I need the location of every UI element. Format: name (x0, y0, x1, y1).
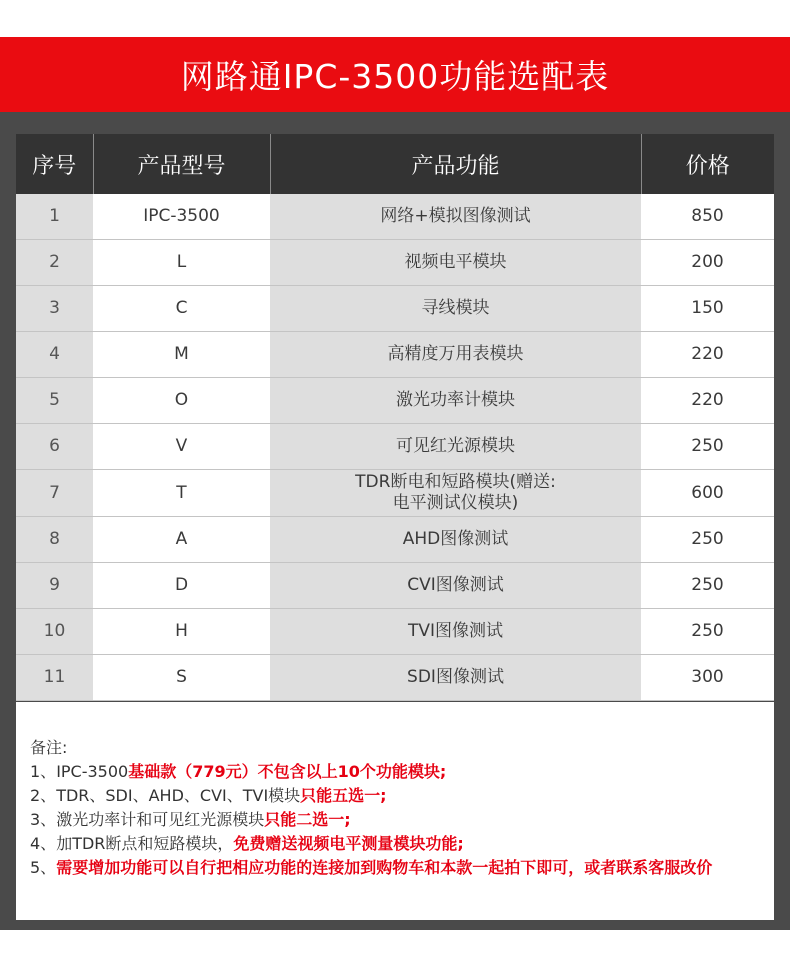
header-model: 产品型号 (93, 134, 270, 194)
header-price: 价格 (641, 134, 774, 194)
note-text (56, 808, 774, 832)
row-price: 250 (641, 609, 774, 655)
note-number: 2、 (30, 786, 57, 805)
note-text (56, 760, 774, 784)
row-function: 寻线模块 (270, 286, 641, 332)
row-price: 220 (641, 378, 774, 424)
row-price: 600 (641, 470, 774, 517)
row-function: 可见红光源模块 (270, 424, 641, 470)
table-row (16, 240, 774, 286)
notes-heading: 备注: (30, 738, 68, 757)
note-highlight: 只能五选一; (300, 786, 387, 805)
row-model: V (93, 424, 270, 470)
note-plain: IPC-3500 (56, 762, 129, 781)
row-price: 300 (641, 655, 774, 701)
table-row (16, 424, 774, 470)
row-no: 10 (16, 609, 93, 655)
table-row (16, 655, 774, 701)
note-plain: TDR、SDI、AHD、CVI、TVI模块 (56, 786, 301, 805)
table-row (16, 609, 774, 655)
header-function: 产品功能 (270, 134, 641, 194)
row-no: 4 (16, 332, 93, 378)
row-model: M (93, 332, 270, 378)
row-price: 150 (641, 286, 774, 332)
table-row (16, 286, 774, 332)
row-function: AHD图像测试 (270, 517, 641, 563)
row-price: 220 (641, 332, 774, 378)
row-model: IPC-3500 (93, 194, 270, 240)
note-text (56, 832, 774, 856)
row-price: 850 (641, 194, 774, 240)
table-row (16, 194, 774, 240)
page-title: 网路通IPC-3500功能选配表 (180, 57, 610, 96)
table-header-row (16, 134, 774, 194)
row-no: 1 (16, 194, 93, 240)
note-item (30, 760, 774, 784)
row-function: 网络+模拟图像测试 (270, 194, 641, 240)
table-row (16, 470, 774, 517)
row-model: A (93, 517, 270, 563)
note-highlight: 免费赠送视频电平测量模块功能; (233, 834, 464, 853)
row-no: 6 (16, 424, 93, 470)
row-no: 2 (16, 240, 93, 286)
note-text (56, 856, 774, 880)
table-row (16, 378, 774, 424)
row-model: O (93, 378, 270, 424)
row-price: 200 (641, 240, 774, 286)
row-model: L (93, 240, 270, 286)
note-item (30, 832, 774, 856)
note-highlight: 需要增加功能可以自行把相应功能的连接加到购物车和本款一起拍下即可，或者联系客服改价 (56, 858, 713, 877)
row-model: D (93, 563, 270, 609)
note-highlight: 基础款（779元）不包含以上10个功能模块; (128, 762, 447, 781)
spec-table (16, 134, 774, 701)
notes-panel (16, 702, 774, 920)
row-function (270, 470, 641, 517)
row-no: 11 (16, 655, 93, 701)
row-function: 激光功率计模块 (270, 378, 641, 424)
row-model: S (93, 655, 270, 701)
note-plain: 加TDR断点和短路模块， (56, 834, 234, 853)
table-row (16, 563, 774, 609)
row-function-line1: TDR断电和短路模块(赠送: (355, 472, 556, 492)
row-price: 250 (641, 517, 774, 563)
row-function: SDI图像测试 (270, 655, 641, 701)
note-item (30, 784, 774, 808)
row-model: H (93, 609, 270, 655)
row-no: 5 (16, 378, 93, 424)
row-no: 8 (16, 517, 93, 563)
note-highlight: 只能二选一; (264, 810, 351, 829)
note-item (30, 856, 774, 880)
row-price: 250 (641, 563, 774, 609)
note-number: 5、 (30, 858, 57, 877)
title-banner (0, 37, 790, 112)
row-no: 7 (16, 470, 93, 517)
row-model: T (93, 470, 270, 517)
row-no: 3 (16, 286, 93, 332)
note-number: 3、 (30, 810, 57, 829)
note-number: 4、 (30, 834, 57, 853)
row-price: 250 (641, 424, 774, 470)
note-number: 1、 (30, 762, 57, 781)
row-function: CVI图像测试 (270, 563, 641, 609)
header-no: 序号 (16, 134, 93, 194)
note-plain: 激光功率计和可见红光源模块 (56, 810, 265, 829)
row-function: 视频电平模块 (270, 240, 641, 286)
table-row (16, 517, 774, 563)
row-model: C (93, 286, 270, 332)
row-function-line2: 电平测试仪模块) (392, 493, 519, 513)
row-function: TVI图像测试 (270, 609, 641, 655)
note-text (56, 784, 774, 808)
table-row (16, 332, 774, 378)
row-no: 9 (16, 563, 93, 609)
note-item (30, 808, 774, 832)
row-function: 高精度万用表模块 (270, 332, 641, 378)
